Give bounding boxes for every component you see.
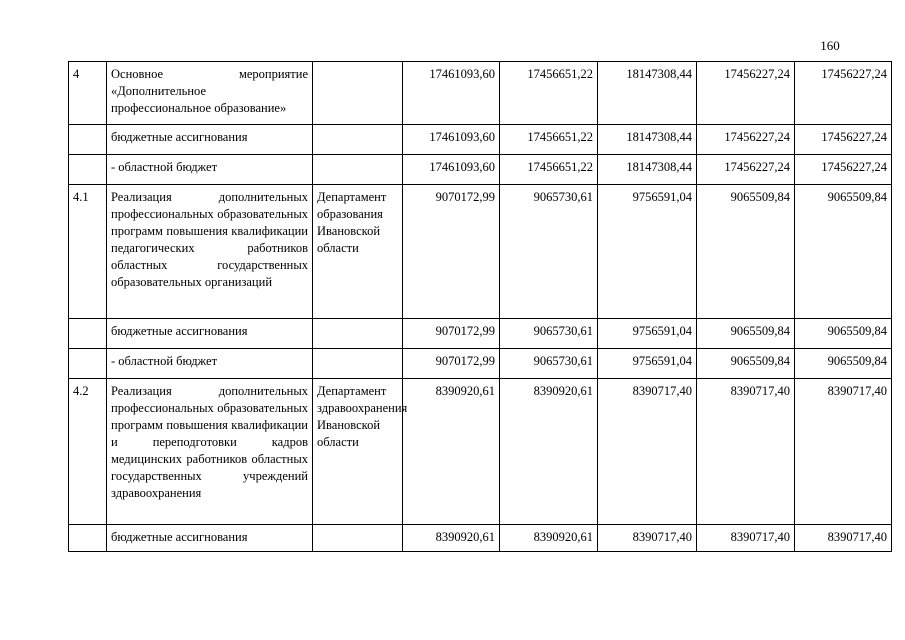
row-value: 9070172,99 xyxy=(403,349,500,379)
row-value: 9065730,61 xyxy=(500,185,598,319)
row-value: 17461093,60 xyxy=(403,62,500,125)
row-value: 9065509,84 xyxy=(795,319,892,349)
row-description: Реализация дополнительных профессиональных образовательных программ повышения квалификации и переподготовки кадров медицинских работников областных государственных учреждений здравоохранения xyxy=(107,379,313,525)
row-number xyxy=(69,525,107,552)
row-value: 8390717,40 xyxy=(598,525,697,552)
table-row xyxy=(69,62,892,125)
row-department xyxy=(313,125,403,155)
table-row xyxy=(69,319,892,349)
row-value: 18147308,44 xyxy=(598,62,697,125)
row-value: 8390717,40 xyxy=(697,379,795,525)
page-number: 160 xyxy=(820,38,840,53)
row-description: - областной бюджет xyxy=(107,349,313,379)
row-number xyxy=(69,349,107,379)
row-value: 18147308,44 xyxy=(598,155,697,185)
row-value: 9065509,84 xyxy=(697,319,795,349)
row-value: 8390920,61 xyxy=(403,525,500,552)
row-description: Основное мероприятие «Дополнительное профессиональное образование» xyxy=(107,62,313,125)
row-value: 17456651,22 xyxy=(500,155,598,185)
row-value: 8390717,40 xyxy=(598,379,697,525)
row-number: 4 xyxy=(69,62,107,125)
row-value: 8390717,40 xyxy=(697,525,795,552)
row-department xyxy=(313,319,403,349)
row-number: 4.1 xyxy=(69,185,107,319)
row-value: 9065730,61 xyxy=(500,319,598,349)
row-number xyxy=(69,319,107,349)
row-value: 17456227,24 xyxy=(697,155,795,185)
row-description: бюджетные ассигнования xyxy=(107,125,313,155)
row-value: 17456227,24 xyxy=(697,125,795,155)
row-value: 9070172,99 xyxy=(403,185,500,319)
row-value: 17456227,24 xyxy=(795,62,892,125)
row-department xyxy=(313,62,403,125)
row-value: 18147308,44 xyxy=(598,125,697,155)
table-row xyxy=(69,525,892,552)
row-department: Департамент образования Ивановской области xyxy=(313,185,403,319)
row-value: 17456651,22 xyxy=(500,125,598,155)
row-value: 9756591,04 xyxy=(598,349,697,379)
row-value: 8390920,61 xyxy=(500,379,598,525)
row-value: 17456651,22 xyxy=(500,62,598,125)
row-department xyxy=(313,525,403,552)
row-department: Департамент здравоохранения Ивановской области xyxy=(313,379,403,525)
table-row xyxy=(69,379,892,525)
row-value: 9065509,84 xyxy=(697,185,795,319)
row-value: 17456227,24 xyxy=(795,125,892,155)
row-value: 9065509,84 xyxy=(795,349,892,379)
row-value: 17456227,24 xyxy=(795,155,892,185)
table-row xyxy=(69,125,892,155)
row-value: 9756591,04 xyxy=(598,319,697,349)
row-description: бюджетные ассигнования xyxy=(107,525,313,552)
table-row xyxy=(69,349,892,379)
row-description: бюджетные ассигнования xyxy=(107,319,313,349)
row-value: 8390717,40 xyxy=(795,379,892,525)
row-description: Реализация дополнительных профессиональных образовательных программ повышения квалификации педагогических работников областных государственных образовательных организаций xyxy=(107,185,313,319)
table-row xyxy=(69,185,892,319)
row-value: 9065509,84 xyxy=(795,185,892,319)
row-value: 17456227,24 xyxy=(697,62,795,125)
row-value: 9065509,84 xyxy=(697,349,795,379)
row-value: 8390717,40 xyxy=(795,525,892,552)
row-value: 9756591,04 xyxy=(598,185,697,319)
row-value: 9065730,61 xyxy=(500,349,598,379)
row-value: 17461093,60 xyxy=(403,155,500,185)
row-department xyxy=(313,349,403,379)
table-row xyxy=(69,155,892,185)
row-value: 8390920,61 xyxy=(500,525,598,552)
row-number xyxy=(69,155,107,185)
row-value: 8390920,61 xyxy=(403,379,500,525)
row-value: 9070172,99 xyxy=(403,319,500,349)
row-number xyxy=(69,125,107,155)
row-description: - областной бюджет xyxy=(107,155,313,185)
row-value: 17461093,60 xyxy=(403,125,500,155)
row-department xyxy=(313,155,403,185)
row-number: 4.2 xyxy=(69,379,107,525)
budget-table xyxy=(68,61,892,552)
